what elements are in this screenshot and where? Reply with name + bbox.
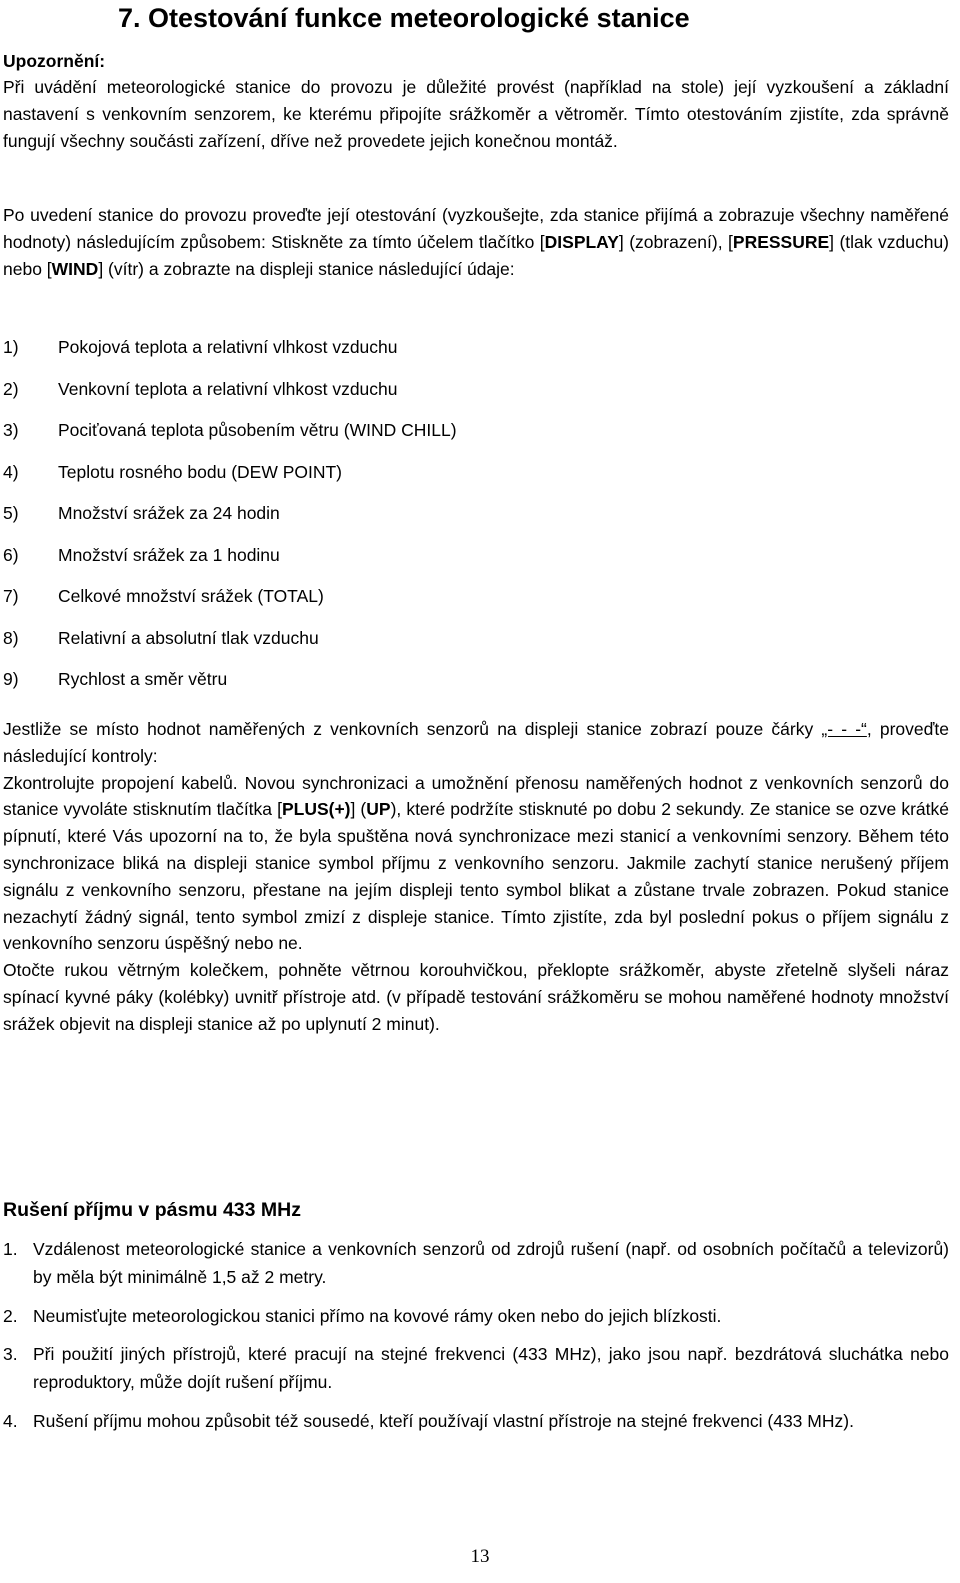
- list-item-number: 2.: [3, 1305, 18, 1326]
- list-item-text: Venkovní teplota a relativní vlhkost vzduchu: [58, 378, 398, 399]
- intro-text-a: Po uvedení stanice do provozu proveďte její otestování (vyzkoušejte, zda stanice přijímá a zobrazuje všechny naměřené hodnoty) následujícím způsobem: Stiskněte za tímto účelem tlačítko [: [3, 205, 949, 252]
- warning-paragraph: Při uvádění meteorologické stanice do provozu je důležité provést (například na stole) její vyzkoušení a základní nastavení s venkovním senzorem, ke kterému připojíte srážkoměr a větroměr. Tímto otestováním zjistíte, zda správně fungují všechny součásti zařízení, dříve než provedete jejich konečnou montáž.: [3, 77, 949, 151]
- list-item-number: 3): [3, 420, 19, 440]
- list-item: [3, 1302, 949, 1330]
- list-item-number: 9): [3, 669, 19, 689]
- wind-button-name: WIND: [51, 258, 99, 279]
- up-button-name: UP: [366, 799, 391, 820]
- page-title: 7. Otestování funkce meteorologické stanice: [118, 3, 690, 33]
- list-item-number: 7): [3, 586, 19, 606]
- list-item: [3, 334, 943, 376]
- display-values-list: [3, 334, 943, 708]
- list-item-text: Teplotu rosného bodu (DEW POINT): [58, 461, 343, 482]
- list-item-text: Pociťovaná teplota působením větru (WIND CHILL): [58, 420, 457, 440]
- list-item-text: Vzdálenost meteorologické stanice a venkovních senzorů od zdrojů rušení (např. od osobních počítačů a televizorů) by měla být minimálně 1,5 až 2 metry.: [33, 1239, 949, 1287]
- check-text-c: Zkontrolujte propojení kabelů. Novou synchronizaci a umožnění přenosu naměřených hodnot z venkovních senzorů do stanice vyvoláte stisknutím tlačítka [: [3, 772, 949, 820]
- intro-text-d: ] (vítr) a zobrazte na displeji stanice následující údaje:: [98, 258, 515, 279]
- list-item: [3, 500, 943, 542]
- dashes-symbol: „- - -“: [821, 719, 867, 739]
- list-item: [3, 542, 943, 584]
- list-item-number: 4.: [3, 1410, 18, 1431]
- list-item-number: 3.: [3, 1344, 18, 1364]
- list-item-text: Rušení příjmu mohou způsobit též sousedé, kteří používají vlastní přístroje na stejné frekvenci (433 MHz).: [33, 1410, 854, 1431]
- list-item: [3, 1340, 949, 1396]
- list-item-text: Množství srážek za 1 hodinu: [58, 544, 280, 565]
- list-item-number: 5): [3, 503, 19, 523]
- list-item-number: 2): [3, 378, 19, 399]
- list-item-text: Při použití jiných přístrojů, které pracují na stejné frekvenci (433 MHz), jako jsou např. bezdrátová sluchátka nebo reproduktory, může dojít rušení příjmu.: [33, 1344, 949, 1392]
- intro-text-c: ] (tlak vzduchu) nebo [: [3, 231, 950, 279]
- list-item: [3, 1407, 949, 1435]
- list-item-number: 8): [3, 627, 19, 648]
- list-item-text: Neumisťujte meteorologickou stanici přímo na kovové rámy oken nebo do jejich blízkosti.: [33, 1305, 722, 1326]
- list-item: [3, 625, 943, 667]
- list-item-text: Množství srážek za 24 hodin: [58, 503, 280, 523]
- list-item: [3, 666, 943, 708]
- list-item: [3, 459, 943, 501]
- list-item-number: 1.: [3, 1239, 18, 1259]
- display-button-name: DISPLAY: [544, 231, 619, 252]
- check-text-d: ] (: [350, 799, 367, 820]
- sensor-test-paragraph: Otočte rukou větrným kolečkem, pohněte větrnou korouhvičkou, překlopte srážkoměr, abyste zřetelně slyšeli náraz spínací kyvné páky (kolébky) uvnitř přístroje atd. (v případě testování srážkoměru se mohou naměřené hodnoty množství srážek objevit na displeji stanice až po uplynutí 2 minut).: [3, 960, 949, 1034]
- list-item-text: Pokojová teplota a relativní vlhkost vzduchu: [58, 337, 398, 357]
- intro-paragraph: [3, 202, 949, 282]
- interference-heading: Rušení příjmu v pásmu 433 MHz: [3, 1199, 301, 1221]
- interference-list: [3, 1235, 949, 1445]
- check-text-b: , proveďte následující kontroly:: [3, 719, 950, 766]
- list-item-text: Relativní a absolutní tlak vzduchu: [58, 627, 319, 648]
- list-item: [3, 417, 943, 459]
- list-item-number: 4): [3, 461, 19, 482]
- list-item: [3, 583, 943, 625]
- list-item: [3, 376, 943, 418]
- page-number: 13: [470, 1546, 490, 1567]
- check-text-a: Jestliže se místo hodnot naměřených z venkovních senzorů na displeji stanice zobrazí pouze čárky: [3, 719, 822, 739]
- pressure-button-name: PRESSURE: [732, 231, 830, 252]
- troubleshooting-section: [3, 716, 949, 1038]
- troubleshooting-intro: [3, 716, 949, 770]
- warning-heading: Upozornění:: [3, 51, 106, 71]
- intro-text-b: ] (zobrazení), [: [618, 231, 733, 252]
- list-item-number: 1): [3, 337, 19, 357]
- synchronization-paragraph: [3, 770, 949, 958]
- list-item-text: Rychlost a směr větru: [58, 669, 228, 689]
- list-item: [3, 1235, 949, 1291]
- list-item-number: 6): [3, 544, 19, 565]
- list-item-text: Celkové množství srážek (TOTAL): [58, 586, 324, 606]
- plus-button-name: PLUS(+): [281, 799, 351, 820]
- check-text-e: ), které podržíte stisknuté po dobu 2 sekundy. Ze stanice se ozve krátké pípnutí, které Vás upozorní na to, že byla spuštěna nová synchronizace mezi stanicí a venkovními senzory. Během této synchronizace bliká na displeji stanice symbol příjmu z venkovního senzoru. Jakmile zachytí stanice nerušený příjem signálu z venkovního senzoru, přestane na jejím displeji tento symbol blikat a zůstane trvale zobrazen. Pokud stanice nezachytí žádný signál, tento symbol zmizí z displeje stanice. Tímto zjistíte, zda byl poslední pokus o příjem signálu z venkovního senzoru úspěšný nebo ne.: [3, 799, 949, 954]
